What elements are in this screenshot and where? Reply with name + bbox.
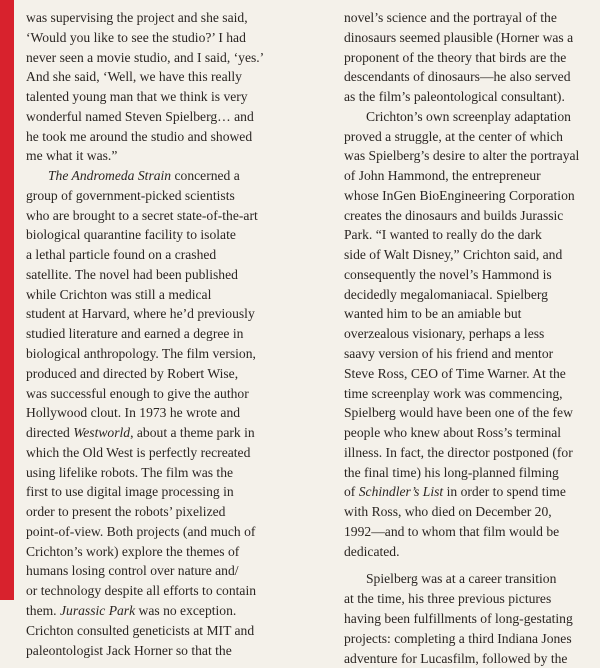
text-segment: which the Old West is perfectly recreated <box>26 445 250 460</box>
text-segment: biological quarantine facility to isolate <box>26 227 236 242</box>
text-line <box>344 649 596 668</box>
text-line <box>26 581 310 601</box>
red-page-edge <box>0 0 14 600</box>
text-segment: illness. In fact, the director postponed (for <box>344 445 573 460</box>
text-segment: dinosaurs seemed plausible (Horner was a <box>344 30 573 45</box>
text-segment: Park. “I wanted to really do the dark <box>344 227 542 242</box>
text-line <box>26 344 310 364</box>
text-segment: directed <box>26 425 73 440</box>
text-segment: people who knew about Ross’s terminal <box>344 425 561 440</box>
text-line <box>26 304 310 324</box>
text-line <box>26 384 310 404</box>
text-segment: wanted him to be an amiable but <box>344 306 521 321</box>
paragraph-gap <box>344 561 596 569</box>
text-segment: talented young man that we think is very <box>26 89 248 104</box>
text-line <box>26 502 310 522</box>
text-line <box>26 641 310 661</box>
text-segment: was supervising the project and she said, <box>26 10 248 25</box>
text-line <box>344 87 596 107</box>
text-line <box>344 48 596 68</box>
text-segment: them. <box>26 603 60 618</box>
text-line <box>344 364 596 384</box>
text-line <box>344 304 596 324</box>
text-line <box>344 225 596 245</box>
text-line <box>344 384 596 404</box>
text-line <box>344 609 596 629</box>
text-segment: point-of-view. Both projects (and much of <box>26 524 255 539</box>
text-line <box>26 522 310 542</box>
text-line <box>26 166 310 186</box>
text-segment: Crichton consulted geneticists at MIT and <box>26 623 254 638</box>
italic-title: The Andromeda Strain <box>48 168 171 183</box>
text-segment: time screenplay work was commencing, <box>344 386 563 401</box>
text-line <box>26 324 310 344</box>
text-line <box>26 443 310 463</box>
text-line <box>26 48 310 68</box>
text-segment: never seen a movie studio, and I said, ‘yes.’ <box>26 50 264 65</box>
italic-title: Jurassic Park <box>60 603 135 618</box>
text-segment: was successful enough to give the author <box>26 386 249 401</box>
text-segment: of John Hammond, the entrepreneur <box>344 168 541 183</box>
text-line <box>26 561 310 581</box>
text-segment: projects: completing a third Indiana Jones <box>344 631 572 646</box>
text-line <box>344 107 596 127</box>
text-line <box>26 8 310 28</box>
text-segment: with Ross, who died on December 20, <box>344 504 552 519</box>
text-line <box>344 186 596 206</box>
text-segment: a lethal particle found on a crashed <box>26 247 216 262</box>
text-segment: having been fulfillments of long-gestating <box>344 611 573 626</box>
left-text-column <box>26 8 310 660</box>
text-segment: creates the dinosaurs and builds Jurassic <box>344 208 563 223</box>
text-line <box>344 629 596 649</box>
text-line <box>344 67 596 87</box>
text-line <box>26 285 310 305</box>
text-line <box>344 285 596 305</box>
text-segment: paleontologist Jack Horner so that the <box>26 643 232 658</box>
text-segment: the final time) his long-planned filming <box>344 465 559 480</box>
text-segment: at the time, his three previous pictures <box>344 591 551 606</box>
text-line <box>26 225 310 245</box>
text-segment: satellite. The novel had been published <box>26 267 238 282</box>
italic-title: Schindler’s List <box>359 484 443 499</box>
text-line <box>344 245 596 265</box>
text-segment: studied literature and earned a degree in <box>26 326 243 341</box>
text-segment: produced and directed by Robert Wise, <box>26 366 238 381</box>
text-segment: while Crichton was still a medical <box>26 287 211 302</box>
text-line <box>344 28 596 48</box>
text-segment: biological anthropology. The film version, <box>26 346 256 361</box>
text-segment: student at Harvard, where he’d previously <box>26 306 255 321</box>
text-line <box>344 569 596 589</box>
text-line <box>344 482 596 502</box>
text-segment: concerned a <box>171 168 240 183</box>
text-segment: in order to spend time <box>443 484 566 499</box>
text-line <box>344 206 596 226</box>
right-text-column <box>344 8 596 668</box>
text-segment: humans losing control over nature and/ <box>26 563 239 578</box>
text-segment: Crichton’s work) explore the themes of <box>26 544 239 559</box>
text-segment: who are brought to a secret state-of-the-art <box>26 208 258 223</box>
text-line <box>344 127 596 147</box>
text-line <box>26 186 310 206</box>
text-segment: adventure for Lucasfilm, followed by the <box>344 651 567 666</box>
text-line <box>26 265 310 285</box>
text-line <box>344 589 596 609</box>
text-segment: as the film’s paleontological consultant). <box>344 89 565 104</box>
italic-title: Westworld <box>73 425 130 440</box>
text-line <box>344 502 596 522</box>
text-segment: me what it was.” <box>26 148 117 163</box>
text-line <box>26 107 310 127</box>
text-line <box>26 28 310 48</box>
text-line <box>344 542 596 562</box>
text-line <box>26 601 310 621</box>
text-line <box>26 403 310 423</box>
text-segment: wonderful named Steven Spielberg… and <box>26 109 254 124</box>
text-line <box>26 482 310 502</box>
text-line <box>26 87 310 107</box>
text-segment: using lifelike robots. The film was the <box>26 465 233 480</box>
text-line <box>26 364 310 384</box>
text-segment: novel’s science and the portrayal of the <box>344 10 557 25</box>
text-segment: side of Walt Disney,” Crichton said, and <box>344 247 562 262</box>
text-segment: first to use digital image processing in <box>26 484 234 499</box>
text-segment: dedicated. <box>344 544 399 559</box>
text-line <box>26 423 310 443</box>
text-line <box>26 127 310 147</box>
text-segment: or technology despite all efforts to contain <box>26 583 256 598</box>
text-segment: proved a struggle, at the center of which <box>344 129 563 144</box>
text-line <box>344 8 596 28</box>
text-segment: decidedly megalomaniacal. Spielberg <box>344 287 548 302</box>
text-segment: he took me around the studio and showed <box>26 129 252 144</box>
text-segment: was Spielberg’s desire to alter the portrayal <box>344 148 579 163</box>
text-line <box>344 146 596 166</box>
text-line <box>344 443 596 463</box>
text-line <box>344 344 596 364</box>
text-segment: group of government-picked scientists <box>26 188 235 203</box>
text-line <box>26 463 310 483</box>
text-segment: saavy version of his friend and mentor <box>344 346 553 361</box>
text-line <box>344 463 596 483</box>
text-segment: Hollywood clout. In 1973 he wrote and <box>26 405 240 420</box>
text-segment: Steve Ross, CEO of Time Warner. At the <box>344 366 566 381</box>
text-segment: consequently the novel’s Hammond is <box>344 267 552 282</box>
text-line <box>344 265 596 285</box>
text-line <box>26 245 310 265</box>
text-segment: was no exception. <box>135 603 236 618</box>
text-line <box>344 324 596 344</box>
text-segment: descendants of dinosaurs—he also served <box>344 69 571 84</box>
text-segment: 1992—and to whom that film would be <box>344 524 559 539</box>
text-line <box>26 621 310 641</box>
text-line <box>344 166 596 186</box>
text-segment: order to present the robots’ pixelized <box>26 504 225 519</box>
text-segment: And she said, ‘Well, we have this really <box>26 69 242 84</box>
text-segment: overzealous visionary, perhaps a less <box>344 326 544 341</box>
text-line <box>26 206 310 226</box>
text-segment: Crichton’s own screenplay adaptation <box>366 109 571 124</box>
text-line <box>26 542 310 562</box>
text-line <box>26 67 310 87</box>
text-segment: Spielberg would have been one of the few <box>344 405 573 420</box>
text-line <box>344 522 596 542</box>
text-segment: ‘Would you like to see the studio?’ I had <box>26 30 246 45</box>
text-segment: Spielberg was at a career transition <box>366 571 556 586</box>
text-segment: proponent of the theory that birds are the <box>344 50 566 65</box>
text-segment: whose InGen BioEngineering Corporation <box>344 188 575 203</box>
text-line <box>344 423 596 443</box>
text-line <box>344 403 596 423</box>
text-segment: , about a theme park in <box>130 425 255 440</box>
text-segment: of <box>344 484 359 499</box>
text-line <box>26 146 310 166</box>
